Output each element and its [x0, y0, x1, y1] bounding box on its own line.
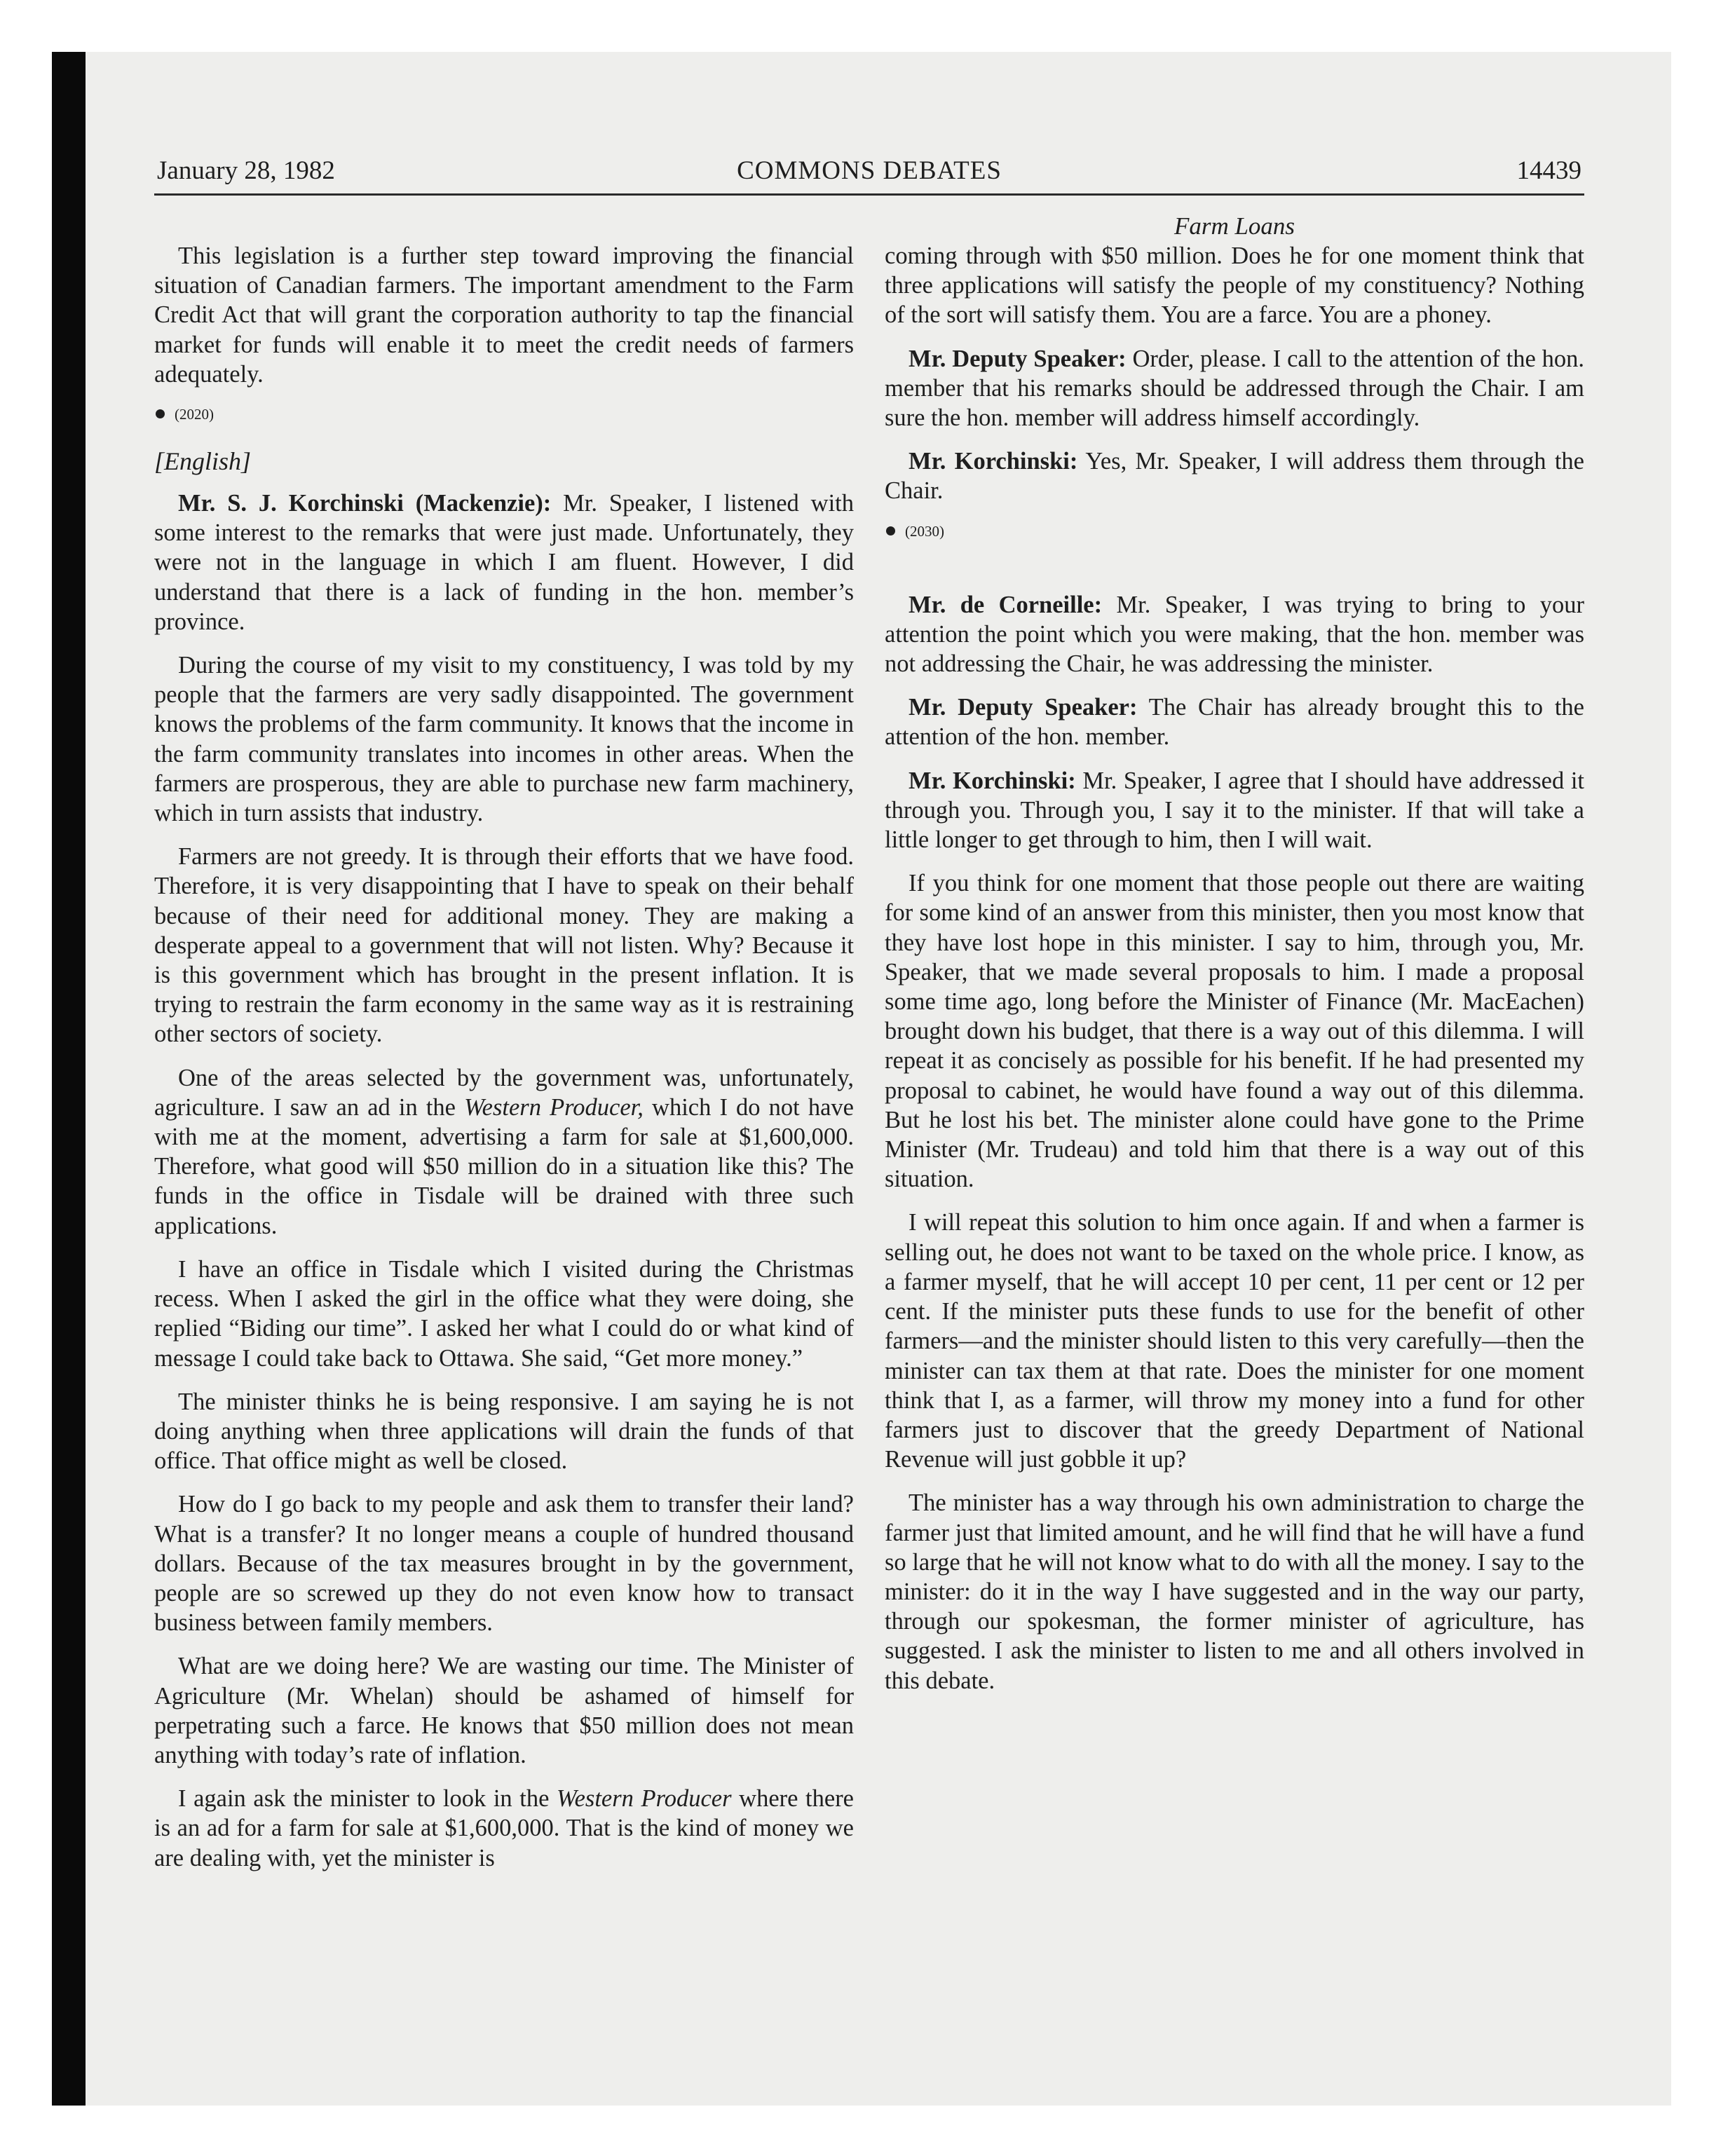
speech-text: Order, please. I call to the attention of the hon. member that his remarks should be addressed through the Chair. I am sure the hon. member will address himself accordingly.: [885, 345, 1584, 432]
header-date: January 28, 1982: [157, 156, 335, 185]
publication-title: Western Producer: [557, 1785, 732, 1813]
page-header: [154, 151, 1584, 196]
bullet-icon: [156, 409, 165, 418]
time-marker: [154, 403, 854, 425]
header-page-number: 14439: [1516, 156, 1581, 185]
speaker-name: Mr. Korchinski:: [909, 448, 1078, 475]
text-run: I again ask the minister to look in the: [178, 1785, 557, 1813]
speech-paragraph: [885, 446, 1584, 505]
paragraph: If you think for one moment that those people out there are waiting for some kind of an answer from this minister, then you most know that they have lost hope in this minister. I say to him, through you, Mr. Speaker, that we made several proposals to him. I made a proposal some time ago, long before the Minister of Finance (Mr. MacEachen) brought down his budget, that there is a way out of this dilemma. I will repeat it as concisely as possible for his benefit. If he had presented my proposal to cabinet, he would have found a way out of this dilemma. But he lost his bet. The minister alone could have gone to the Prime Minister (Mr. Trudeau) and told him that there is a way out of this situation.: [885, 870, 1584, 1193]
spacer: [885, 564, 1584, 590]
scan-edge-bar: [52, 52, 86, 2106]
speech-text: The Chair has already brought this to the attention of the hon. member.: [885, 694, 1584, 751]
paragraph: I will repeat this solution to him once again. If and when a farmer is selling out, he does not want to be taxed on the whole price. I know, as a farmer myself, that he will accept 10 per cent, 11 per cent or 12 per cent. If the minister puts these funds to use for the benefit of other farmers—and the minister should listen to this very carefully—then the minister can tax them at that rate. Does the minister for one moment think that I, as a farmer, will throw my money into a fund for other farmers just to discover that the greedy Department of National Revenue will just gobble it up?: [885, 1209, 1584, 1473]
time-marker-label: (2020): [175, 406, 214, 423]
speaker-name: Mr. Deputy Speaker:: [909, 694, 1138, 721]
running-head: Farm Loans: [1173, 212, 1295, 240]
speech-text: Yes, Mr. Speaker, I will address them through the Chair.: [885, 448, 1584, 505]
time-marker: [885, 520, 1584, 543]
left-column: [154, 241, 854, 1887]
speech-paragraph: [885, 344, 1584, 433]
text-run: which I do not have with me at the moment, advertising a farm for sale at $1,600,000. Therefore, what good will $50 million do in a situation like this? The funds in the office in Tisdale will be drained with three such applications.: [154, 1093, 854, 1239]
paragraph: How do I go back to my people and ask them to transfer their land? What is a transfer? It no longer means a couple of hundred thousand dollars. Because of the tax measures brought in by the government, people are so screwed up they do not even know how to transact business between family members.: [154, 1491, 854, 1637]
text-run: where there is an ad for a farm for sale at $1,600,000. That is the kind of money we are dealing with, yet the minister is: [154, 1785, 854, 1871]
speaker-name: Mr. Korchinski:: [909, 767, 1076, 794]
speaker-name: Mr. de Corneille:: [909, 591, 1103, 618]
speaker-name: Mr. Deputy Speaker:: [909, 345, 1127, 372]
paragraph: Farmers are not greedy. It is through their efforts that we have food. Therefore, it is very disappointing that I have to speak on their behalf because of their need for additional money. They are making a desperate appeal to a government that will not listen. Why? Because it is this government which has brought in the present inflation. It is trying to restrain the farm economy in the same way as it is restraining other sectors of society.: [154, 843, 854, 1048]
speech-paragraph: [154, 489, 854, 636]
speech-paragraph: [885, 766, 1584, 855]
paragraph: The minister has a way through his own administration to charge the farmer just that limited amount, and he will find that he will have a fund so large that he will not know what to do with all the money. I say to the minister: do it in the way I have suggested and in the way our party, through our spokesman, the former minister of agriculture, has suggested. I ask the minister to listen to me and all others involved in this debate.: [885, 1489, 1584, 1694]
paragraph: [154, 1784, 854, 1873]
right-column: [885, 241, 1584, 1710]
paragraph: What are we doing here? We are wasting our time. The Minister of Agriculture (Mr. Whelan) should be ashamed of himself for perpetrating such a farce. He knows that $50 million does not mean anything with today’s rate of inflation.: [154, 1653, 854, 1768]
paragraph: The minister thinks he is being responsive. I am saying he is not doing anything when three applications will drain the funds of that office. That office might as well be closed.: [154, 1388, 854, 1475]
speech-paragraph: [885, 590, 1584, 679]
speech-paragraph: [885, 692, 1584, 751]
header-title: COMMONS DEBATES: [737, 156, 1002, 185]
paragraph: I have an office in Tisdale which I visited during the Christmas recess. When I asked the girl in the office what they were doing, she replied “Biding our time”. I asked her what I could do or what kind of message I could take back to Ottawa. She said, “Get more money.”: [154, 1255, 854, 1372]
publication-title: Western Producer,: [464, 1093, 644, 1121]
speech-text: Mr. Speaker, I listened with some interest to the remarks that were just made. Unfortunately, they were not in the language in which I am fluent. However, I did understand that there is a lack of funding in the hon. member’s province.: [154, 490, 854, 635]
time-marker-label: (2030): [905, 522, 944, 540]
speaker-name: Mr. S. J. Korchinski (Mackenzie):: [178, 490, 552, 517]
language-label: [English]: [154, 447, 252, 476]
paragraph: This legislation is a further step toward improving the financial situation of Canadian farmers. The important amendment to the Farm Credit Act that will grant the corporation authority to tap the financial market for funds will enable it to meet the credit needs of farmers adequately.: [154, 243, 854, 388]
text-run: One of the areas selected by the government was, unfortunately, agriculture. I saw an ad in the: [154, 1064, 854, 1121]
paragraph: coming through with $50 million. Does he for one moment think that three applications will satisfy the people of my constituency? Nothing of the sort will satisfy them. You are a farce. You are a phoney.: [885, 243, 1584, 329]
paragraph: During the course of my visit to my constituency, I was told by my people that the farmers are very sadly disappointed. The government knows the problems of the farm community. It knows that the income in the farm community translates into incomes in other areas. When the farmers are prosperous, they are able to purchase new farm machinery, which in turn assists that industry.: [154, 652, 854, 827]
speech-text: Mr. Speaker, I agree that I should have addressed it through you. Through you, I say it to the minister. If that will take a little longer to get through to him, then I will wait.: [885, 767, 1584, 854]
bullet-icon: [886, 526, 895, 535]
speech-text: Mr. Speaker, I was trying to bring to your attention the point which you were making, that the hon. member was not addressing the Chair, he was addressing the minister.: [885, 591, 1585, 678]
paragraph: [154, 1063, 854, 1241]
